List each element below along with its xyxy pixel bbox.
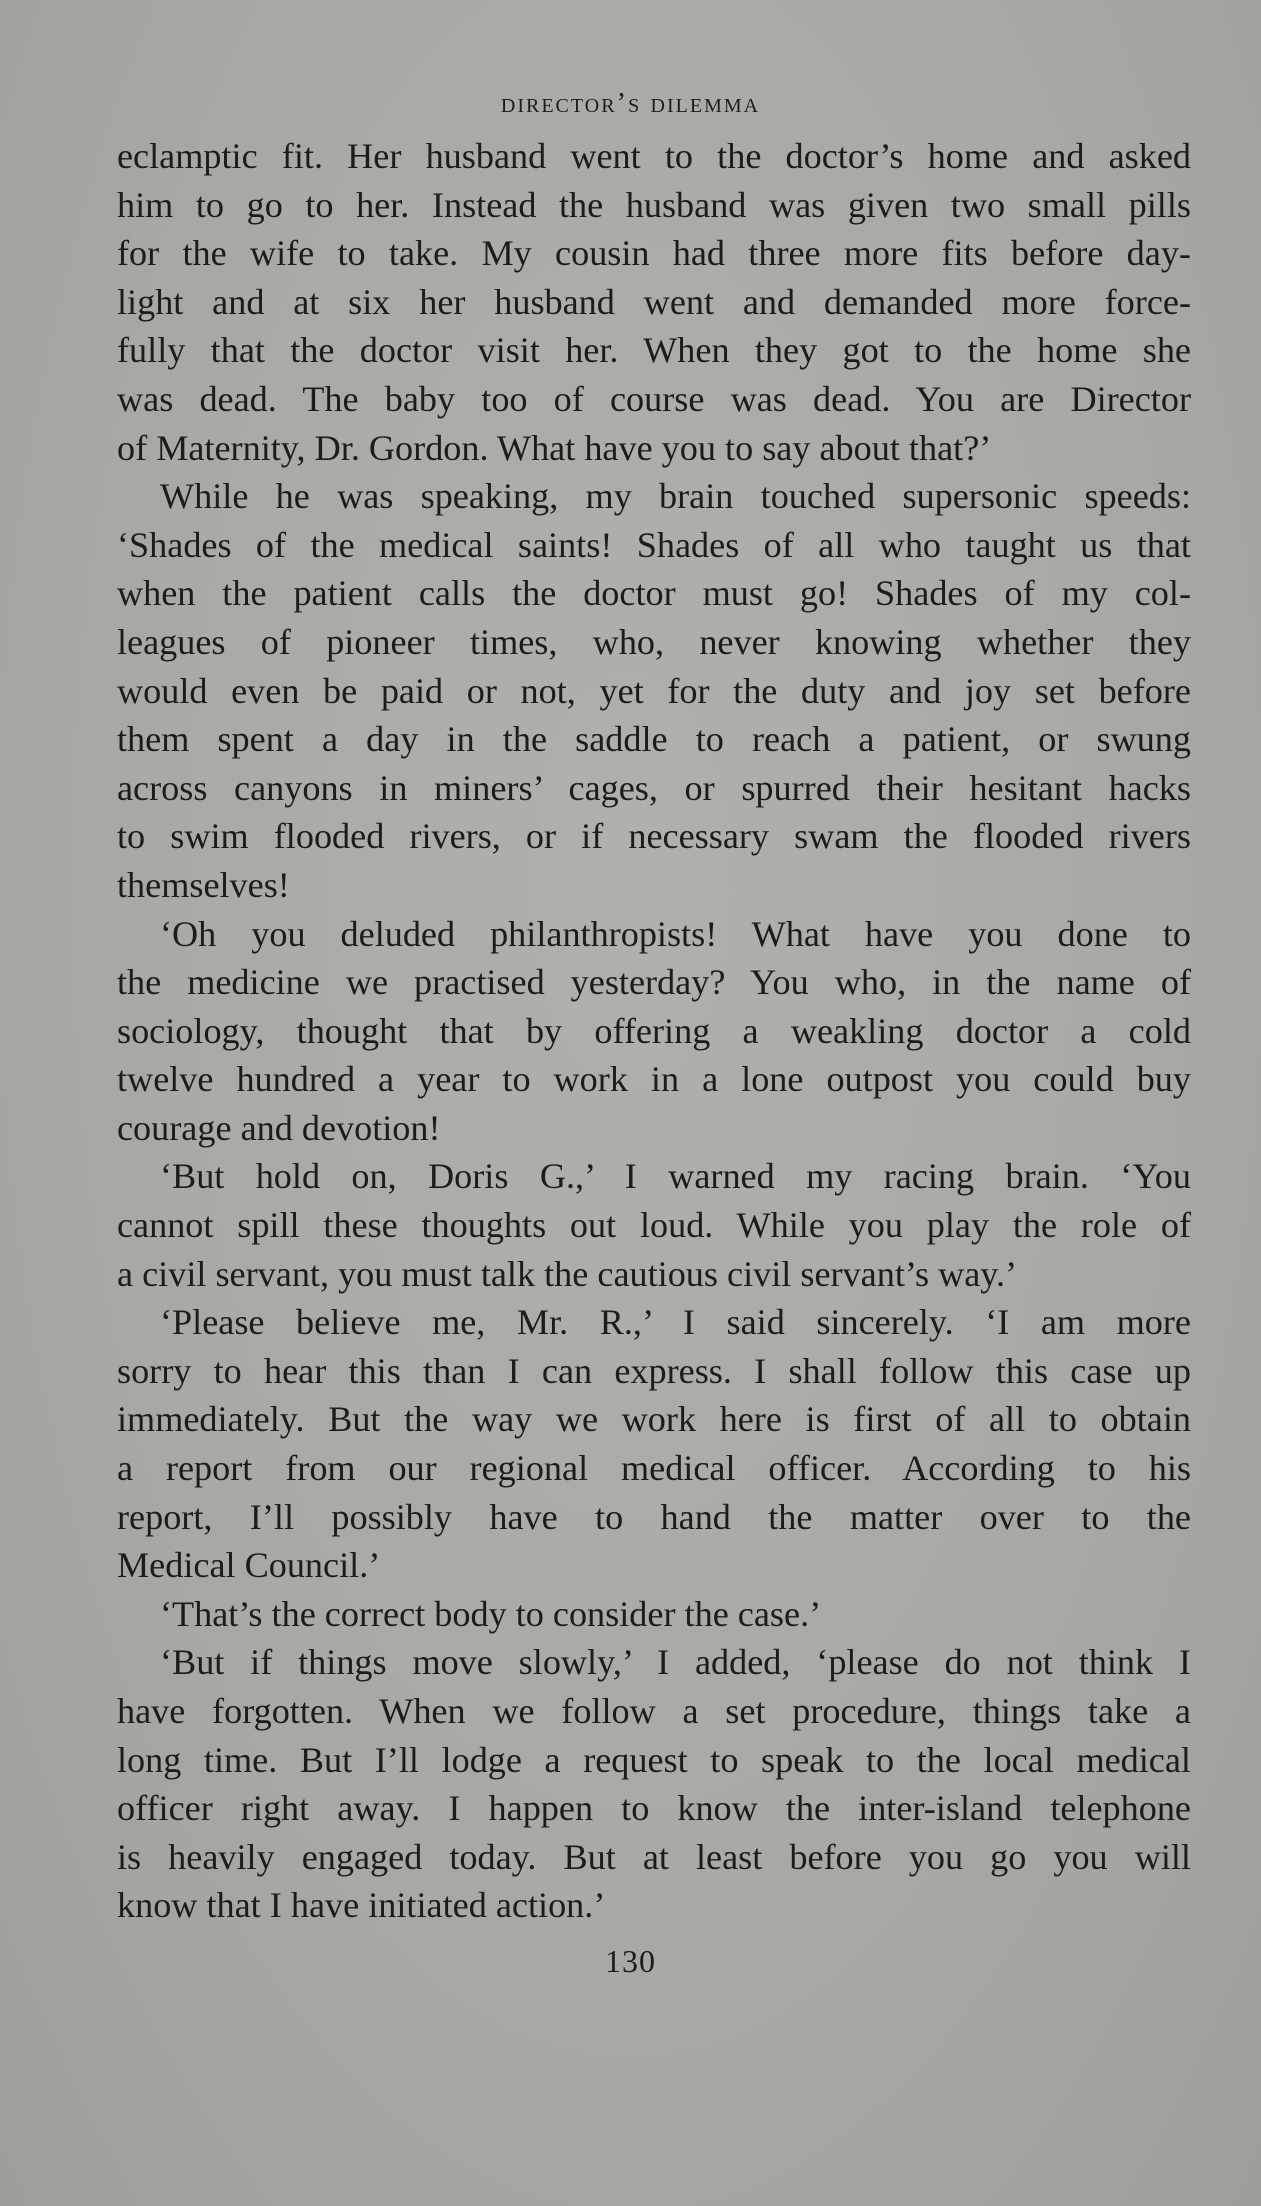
text-line: across canyons in miners’ cages, or spurred their hesitant hacks <box>117 767 1191 808</box>
text-line: long time. But I’ll lodge a request to speak to the local medical <box>117 1739 1191 1780</box>
text-line: know that I have initiated action.’ <box>117 1885 606 1926</box>
text-line: fully that the doctor visit her. When they got to the home she <box>117 330 1191 371</box>
text-line: sorry to hear this than I can express. I shall follow this case up <box>117 1350 1191 1391</box>
text-line: Medical Council.’ <box>117 1545 381 1586</box>
text-line: officer right away. I happen to know the inter-island telephone <box>117 1788 1191 1829</box>
text-line: is heavily engaged today. But at least before you go you will <box>117 1836 1191 1877</box>
text-line: report, I’ll possibly have to hand the matter over to the <box>117 1496 1191 1537</box>
text-line: would even be paid or not, yet for the duty and joy set before <box>117 670 1191 711</box>
running-head: director’s dilemma <box>500 87 761 119</box>
text-line: eclamptic fit. Her husband went to the doctor’s home and asked <box>117 136 1191 176</box>
text-line: a report from our regional medical officer. According to his <box>117 1448 1191 1489</box>
text-line: was dead. The baby too of course was dead. You are Director <box>117 378 1191 419</box>
text-line: ‘But hold on, Doris G.,’ I warned my racing brain. ‘You <box>160 1156 1191 1197</box>
text-line: themselves! <box>117 864 290 905</box>
text-line: courage and devotion! <box>117 1107 441 1148</box>
text-line: leagues of pioneer times, who, never knowing whether they <box>117 621 1191 662</box>
text-line: have forgotten. When we follow a set procedure, things take a <box>117 1691 1191 1731</box>
text-line: ‘That’s the correct body to consider the case.’ <box>160 1593 822 1634</box>
text-line: While he was speaking, my brain touched supersonic speeds: <box>160 476 1191 517</box>
text-line: a civil servant, you must talk the cautious civil servant’s way.’ <box>117 1253 1018 1294</box>
text-line: immediately. But the way we work here is first of all to obtain <box>117 1399 1191 1440</box>
text-line: him to go to her. Instead the husband was given two small pills <box>117 184 1191 225</box>
text-line: ‘Oh you deluded philanthropists! What have you done to <box>160 913 1191 954</box>
text-line: the medicine we practised yesterday? You who, in the name of <box>117 962 1191 1003</box>
text-line: to swim flooded rivers, or if necessary swam the flooded rivers <box>117 816 1191 857</box>
text-line: them spent a day in the saddle to reach a patient, or swung <box>117 719 1191 760</box>
body-text <box>117 132 1191 1930</box>
text-line: for the wife to take. My cousin had three more fits before day- <box>117 233 1191 274</box>
text-line: ‘Please believe me, Mr. R.,’ I said sincerely. ‘I am more <box>160 1302 1191 1343</box>
text-line: light and at six her husband went and demanded more force- <box>117 281 1191 322</box>
text-line: ‘Shades of the medical saints! Shades of all who taught us that <box>117 524 1191 565</box>
text-line: when the patient calls the doctor must go! Shades of my col- <box>117 573 1191 614</box>
text-line: of Maternity, Dr. Gordon. What have you to say about that?’ <box>117 427 992 468</box>
text-line: sociology, thought that by offering a weakling doctor a cold <box>117 1010 1191 1051</box>
page-number: 130 <box>605 1943 656 1979</box>
text-line: cannot spill these thoughts out loud. While you play the role of <box>117 1205 1191 1246</box>
text-line: ‘But if things move slowly,’ I added, ‘please do not think I <box>160 1642 1191 1683</box>
text-line: twelve hundred a year to work in a lone outpost you could buy <box>117 1059 1191 1100</box>
